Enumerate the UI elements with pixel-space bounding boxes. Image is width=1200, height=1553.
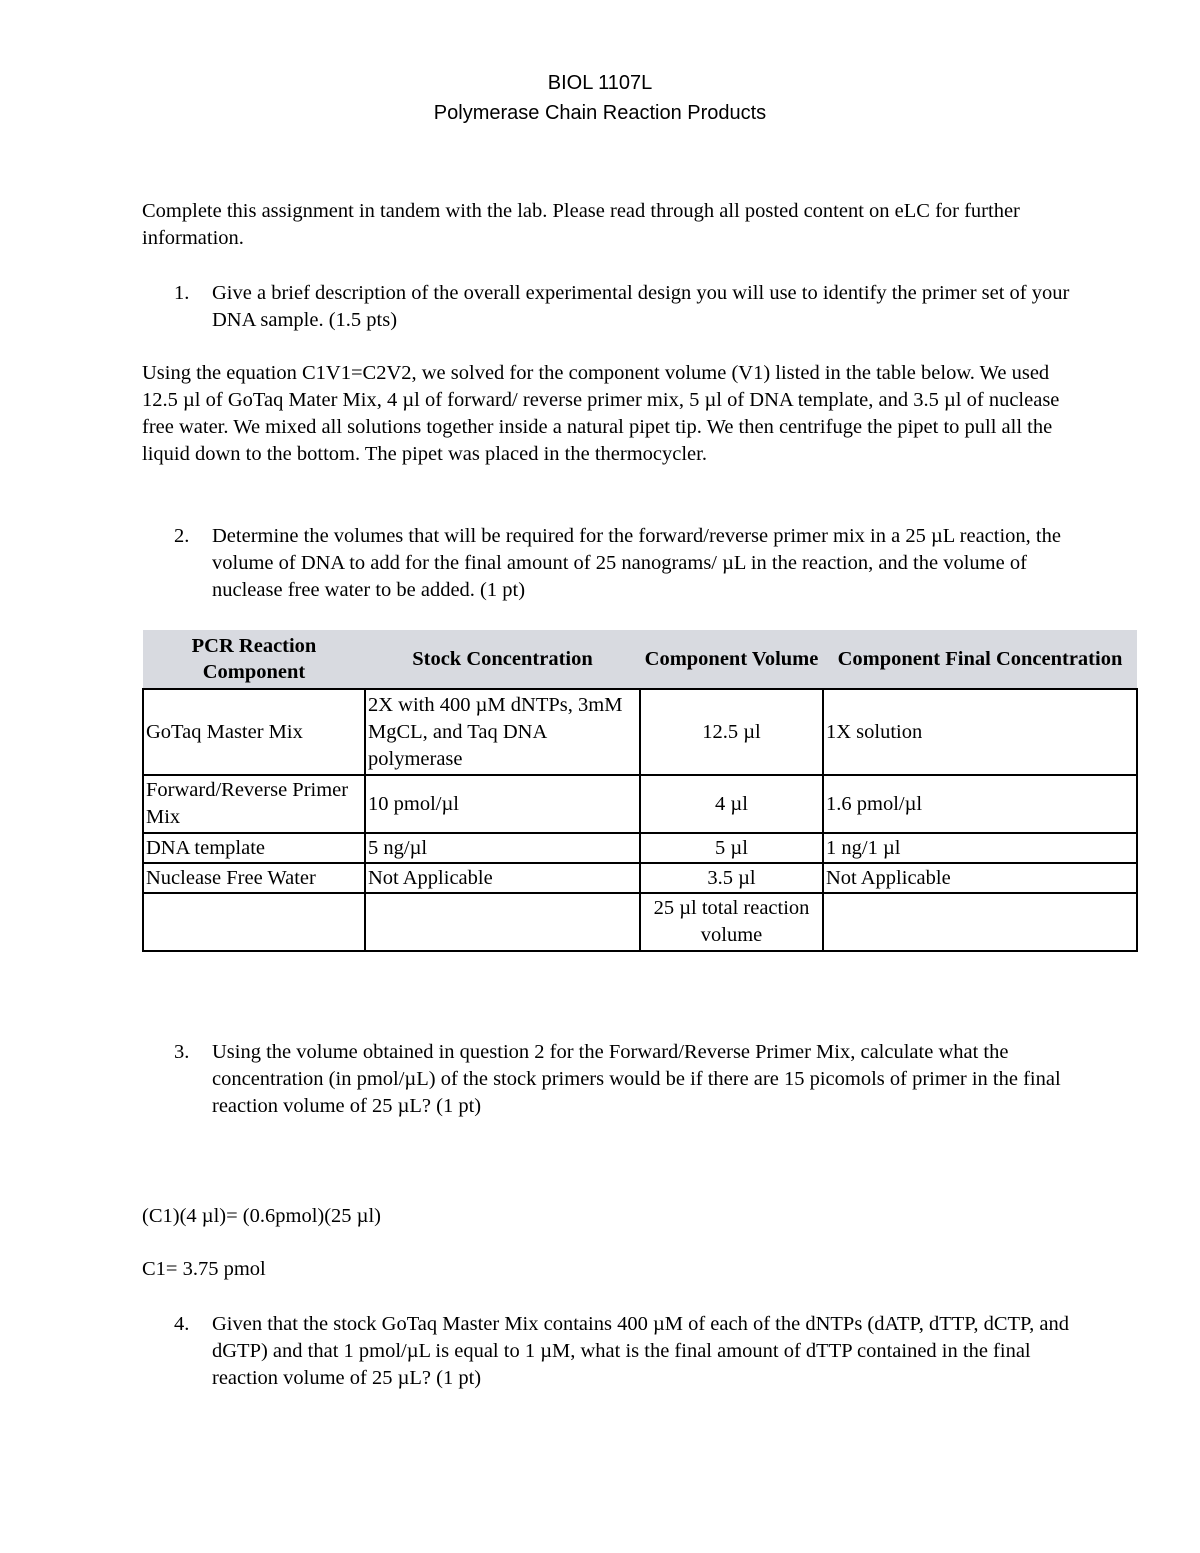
table-cell [143, 893, 365, 951]
pcr-reaction-table [142, 630, 1138, 952]
table-cell: 12.5 µl [640, 689, 823, 775]
table-cell: GoTaq Master Mix [143, 689, 365, 775]
table-cell [823, 893, 1137, 951]
table-cell: 3.5 µl [640, 863, 823, 893]
answer-1-paragraph: Using the equation C1V1=C2V2, we solved for the component volume (V1) listed in the table below. We used 12.5 µl of GoTaq Mater Mix, 4 µl of forward/ reverse primer mix, 5 µl of DNA template, and 3.5 µl of nuclease free water. We mixed all solutions together inside a natural pipet tip. We then centrifuge the pipet to pull all the liquid down to the bottom. The pipet was placed in the thermocycler. [142, 362, 1060, 465]
question-2-number: 2. [174, 525, 190, 547]
table-cell: Not Applicable [823, 863, 1137, 893]
header-final-concentration: Component Final Concentration [823, 630, 1137, 689]
question-1-number: 1. [174, 282, 190, 304]
table-row [143, 863, 1137, 893]
table-row [143, 689, 1137, 775]
table-cell: 10 pmol/µl [365, 775, 640, 833]
question-3-text: Using the volume obtained in question 2 for the Forward/Reverse Primer Mix, calculate what the concentration (in pmol/µL) of the stock primers would be if there are 15 picomols of primer in the final reaction volume of 25 µL? (1 pt) [212, 1041, 1061, 1117]
question-1-text: Give a brief description of the overall experimental design you will use to identify the primer set of your DNA sample. (1.5 pts) [212, 282, 1070, 331]
table-cell: 5 µl [640, 833, 823, 863]
table-cell: 5 ng/µl [365, 833, 640, 863]
intro-paragraph: Complete this assignment in tandem with the lab. Please read through all posted content on eLC for further information. [142, 200, 1020, 249]
table-cell: 1X solution [823, 689, 1137, 775]
header-component: PCR Reaction Component [143, 630, 365, 689]
question-4-text: Given that the stock GoTaq Master Mix contains 400 µM of each of the dNTPs (dATP, dTTP, dCTP, and dGTP) and that 1 pmol/µL is equal to 1 µM, what is the final amount of dTTP contained in the final reaction volume of 25 µL? (1 pt) [212, 1313, 1070, 1389]
table-cell-total-volume: 25 µl total reaction volume [640, 893, 823, 951]
table-cell: DNA template [143, 833, 365, 863]
header-component-volume: Component Volume [640, 630, 823, 689]
table-row [143, 775, 1137, 833]
table-cell: 1.6 pmol/µl [823, 775, 1137, 833]
table-cell: Nuclease Free Water [143, 863, 365, 893]
page-title: Polymerase Chain Reaction Products [433, 102, 767, 124]
table-row [143, 893, 1137, 951]
table-cell: Not Applicable [365, 863, 640, 893]
table-row [143, 833, 1137, 863]
question-3-number: 3. [174, 1041, 190, 1063]
question-2-text: Determine the volumes that will be required for the forward/reverse primer mix in a 25 µL reaction, the volume of DNA to add for the final amount of 25 nanograms/ µL in the reaction, and the volume of nuclease free water to be added. (1 pt) [212, 525, 1061, 601]
answer-3-equation: (C1)(4 µl)= (0.6pmol)(25 µl) [142, 1205, 382, 1227]
table-cell: Forward/Reverse Primer Mix [143, 775, 365, 833]
table-cell [365, 893, 640, 951]
course-code: BIOL 1107L [547, 72, 653, 94]
header-stock-concentration: Stock Concentration [365, 630, 640, 689]
question-4-number: 4. [174, 1313, 190, 1335]
answer-3-result: C1= 3.75 pmol [142, 1258, 266, 1280]
table-header-row [143, 630, 1137, 689]
table-cell: 1 ng/1 µl [823, 833, 1137, 863]
table-cell: 2X with 400 µM dNTPs, 3mM MgCL, and Taq DNA polymerase [365, 689, 640, 775]
table-cell: 4 µl [640, 775, 823, 833]
